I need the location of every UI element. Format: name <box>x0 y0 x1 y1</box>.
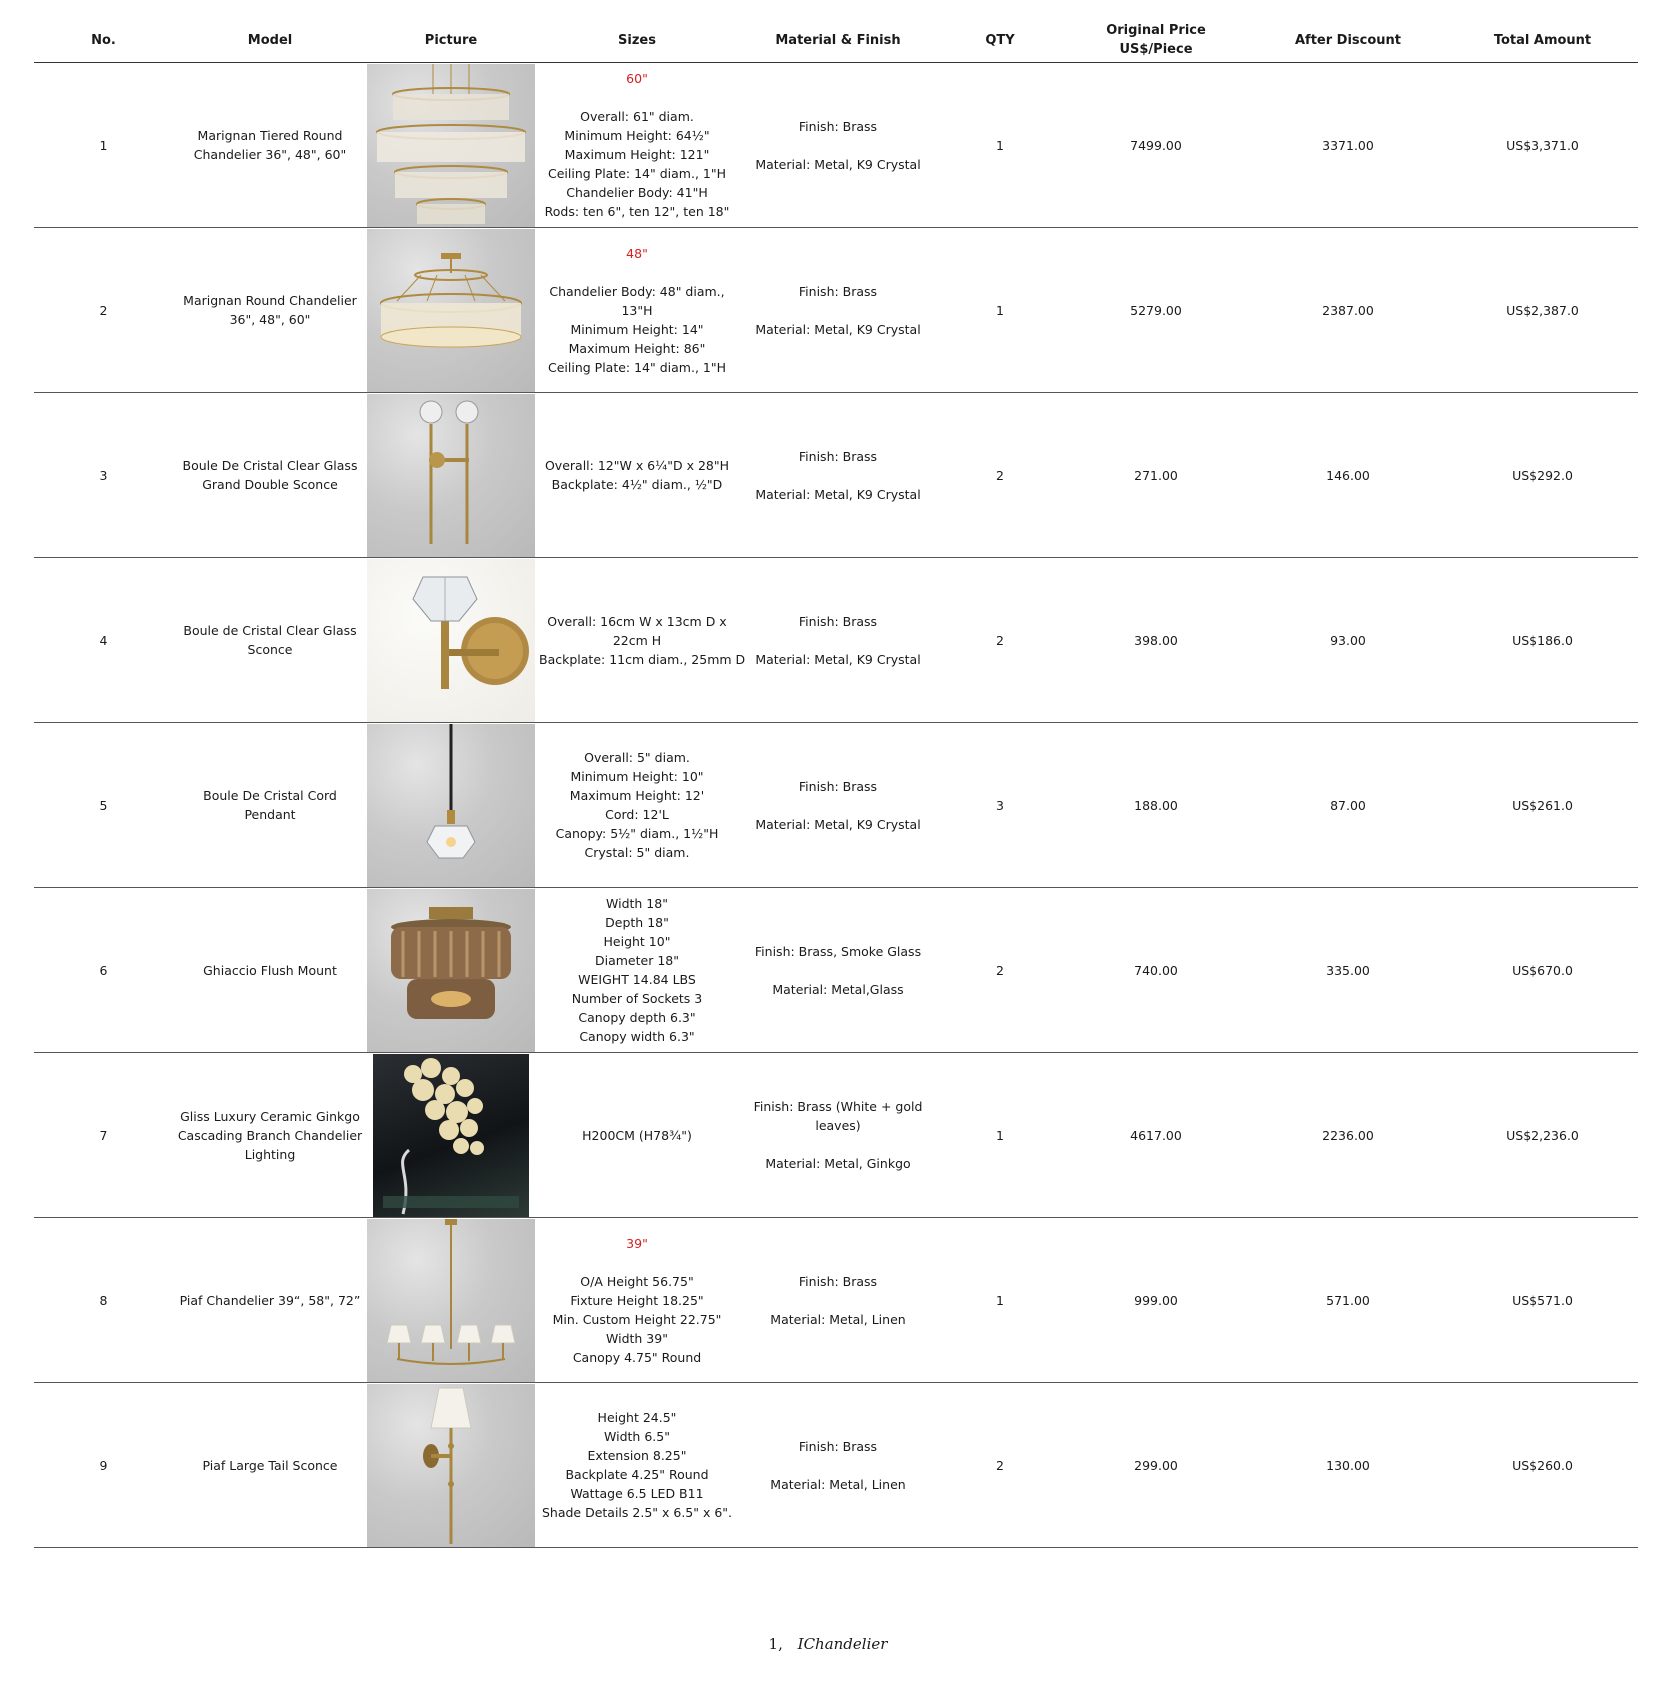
sizes-cell <box>535 228 739 393</box>
sizes-cell <box>535 723 739 888</box>
total-amount-cell: US$2,236.0 <box>1447 1053 1638 1218</box>
product-picture <box>367 1218 535 1383</box>
size-line: H200CM (H78¾") <box>582 1127 692 1143</box>
size-line: Canopy width 6.3" <box>579 1029 695 1044</box>
size-highlight: 48" <box>626 245 648 261</box>
original-price-cell: 188.00 <box>1063 723 1249 888</box>
cord-pendant-icon <box>367 724 535 887</box>
sizes-cell <box>535 558 746 723</box>
row-number: 4 <box>34 558 173 723</box>
size-line: Backplate: 4½" diam., ½"D <box>551 477 723 492</box>
finish-text: Finish: Brass, Smoke Glass <box>754 943 922 959</box>
double-sconce-icon <box>367 394 535 557</box>
model-name: Marignan Tiered Round Chandelier 36", 48", 60" <box>173 63 367 228</box>
model-name: Piaf Chandelier 39“, 58", 72” <box>173 1218 367 1383</box>
table-row <box>34 888 1638 1053</box>
size-line: Maximum Height: 121" <box>564 147 710 162</box>
table-row <box>34 1218 1638 1383</box>
original-price-cell: 7499.00 <box>1063 63 1249 228</box>
header-picture: Picture <box>367 18 535 63</box>
table-row <box>34 1383 1638 1548</box>
table-row <box>34 723 1638 888</box>
qty-cell: 1 <box>937 63 1063 228</box>
size-line: Crystal: 5" diam. <box>584 845 690 860</box>
size-line: Width 6.5" <box>604 1429 670 1444</box>
size-line: Chandelier Body: 41"H <box>566 185 708 200</box>
material-cell <box>739 63 937 228</box>
material-cell <box>739 393 937 558</box>
size-line: Backplate 4.25" Round <box>565 1467 709 1482</box>
material-text: Material: Metal, Ginkgo <box>765 1156 911 1171</box>
finish-text: Finish: Brass <box>798 613 878 629</box>
material-cell <box>739 228 937 393</box>
size-line: 22cm H <box>612 632 662 648</box>
original-price-cell: 4617.00 <box>1063 1053 1249 1218</box>
model-name: Piaf Large Tail Sconce <box>173 1383 367 1548</box>
row-number: 7 <box>34 1053 173 1218</box>
after-discount-cell: 2387.00 <box>1249 228 1447 393</box>
size-line: Minimum Height: 14" <box>570 321 704 337</box>
original-price-cell: 398.00 <box>1063 558 1249 723</box>
header-model: Model <box>173 18 367 63</box>
footer-title: IChandelier <box>797 1635 888 1653</box>
sizes-cell <box>535 888 739 1053</box>
sizes-cell <box>535 1383 739 1548</box>
size-line: Depth 18" <box>605 915 669 930</box>
footer-number: 1, <box>768 1635 783 1653</box>
total-amount-cell: US$670.0 <box>1447 888 1638 1053</box>
size-line: Min. Custom Height 22.75" <box>552 1311 722 1327</box>
table-row <box>34 393 1638 558</box>
after-discount-cell: 335.00 <box>1249 888 1447 1053</box>
after-discount-cell: 146.00 <box>1249 393 1447 558</box>
size-line: Chandelier Body: 48" diam., <box>549 283 725 299</box>
size-line: Maximum Height: 12' <box>569 788 705 803</box>
size-line: Minimum Height: 64½" <box>564 128 710 143</box>
after-discount-cell: 87.00 <box>1249 723 1447 888</box>
header-row <box>34 18 1638 63</box>
size-highlight: 39" <box>626 1235 648 1251</box>
size-line: Cord: 12'L <box>605 807 669 822</box>
tiered-crystal-chandelier-icon <box>367 64 535 227</box>
after-discount-cell: 571.00 <box>1249 1218 1447 1383</box>
smoke-glass-flush-mount-icon <box>367 889 535 1052</box>
original-price-cell: 271.00 <box>1063 393 1249 558</box>
size-line: Canopy 4.75" Round <box>572 1349 702 1365</box>
original-price-cell: 5279.00 <box>1063 228 1249 393</box>
round-crystal-chandelier-icon <box>367 229 535 392</box>
sizes-cell <box>535 393 739 558</box>
sizes-cell <box>535 1218 739 1383</box>
finish-text: Finish: Brass <box>798 1273 878 1289</box>
row-number: 3 <box>34 393 173 558</box>
material-text: Material: Metal, K9 Crystal <box>755 486 921 502</box>
material-cell <box>739 1383 937 1548</box>
size-line: Ceiling Plate: 14" diam., 1"H <box>547 359 726 375</box>
row-number: 2 <box>34 228 173 393</box>
total-amount-cell: US$571.0 <box>1447 1218 1638 1383</box>
size-line: Wattage 6.5 LED B11 <box>570 1486 704 1501</box>
material-text: Material: Metal,Glass <box>772 981 904 997</box>
page-footer <box>0 1635 1656 1653</box>
material-cell <box>739 558 937 723</box>
size-line: Diameter 18" <box>595 953 679 968</box>
size-line: Overall: 61" diam. <box>580 109 694 124</box>
total-amount-cell: US$261.0 <box>1447 723 1638 888</box>
header-total: Total Amount <box>1447 18 1638 63</box>
table-row <box>34 228 1638 393</box>
finish-text: Finish: Brass <box>798 778 878 794</box>
size-line: Canopy: 5½" diam., 1½"H <box>555 826 719 841</box>
size-line: WEIGHT 14.84 LBS <box>578 972 696 987</box>
qty-cell: 1 <box>937 228 1063 393</box>
model-name: Ghiaccio Flush Mount <box>173 888 367 1053</box>
size-line: Minimum Height: 10" <box>570 769 704 784</box>
material-text: Material: Metal, Linen <box>770 1311 906 1327</box>
model-name: Boule de Cristal Clear Glass Sconce <box>173 558 367 723</box>
original-price-cell: 740.00 <box>1063 888 1249 1053</box>
after-discount-cell: 130.00 <box>1249 1383 1447 1548</box>
model-name: Marignan Round Chandelier 36", 48", 60" <box>173 228 367 393</box>
total-amount-cell: US$186.0 <box>1447 558 1638 723</box>
crystal-sconce-icon <box>367 559 535 722</box>
total-amount-cell: US$3,371.0 <box>1447 63 1638 228</box>
after-discount-cell: 93.00 <box>1249 558 1447 723</box>
finish-text: Finish: Brass <box>798 448 878 464</box>
qty-cell: 2 <box>937 558 1063 723</box>
header-original-price <box>1063 18 1249 63</box>
header-no: No. <box>34 18 173 63</box>
size-line: Overall: 16cm W x 13cm D x <box>547 613 727 629</box>
after-discount-cell: 3371.00 <box>1249 63 1447 228</box>
total-amount-cell: US$260.0 <box>1447 1383 1638 1548</box>
after-discount-cell: 2236.00 <box>1249 1053 1447 1218</box>
material-text: Material: Metal, K9 Crystal <box>755 156 921 172</box>
header-after-discount: After Discount <box>1249 18 1447 63</box>
finish-text: Finish: Brass (White + gold leaves) <box>753 1099 923 1133</box>
header-original-price-line2: US$/Piece <box>1119 42 1193 57</box>
product-picture <box>367 888 535 1053</box>
finish-text: Finish: Brass <box>798 118 878 134</box>
size-line: Overall: 12"W x 6¼"D x 28"H <box>544 458 730 473</box>
size-line: Extension 8.25" <box>587 1448 687 1463</box>
quotation-sheet <box>34 18 1638 1548</box>
size-line: 13"H <box>621 302 653 318</box>
table-row <box>34 1053 1638 1218</box>
material-text: Material: Metal, K9 Crystal <box>755 321 921 337</box>
total-amount-cell: US$292.0 <box>1447 393 1638 558</box>
material-cell <box>739 1053 937 1218</box>
finish-text: Finish: Brass <box>798 1438 878 1454</box>
finish-text: Finish: Brass <box>798 283 878 299</box>
header-original-price-line1: Original Price <box>1106 23 1206 38</box>
product-picture <box>367 228 535 393</box>
row-number: 5 <box>34 723 173 888</box>
qty-cell: 3 <box>937 723 1063 888</box>
size-line: Width 39" <box>606 1330 668 1346</box>
model-name: Boule De Cristal Clear Glass Grand Double Sconce <box>173 393 367 558</box>
product-picture <box>367 393 535 558</box>
header-sizes: Sizes <box>535 18 739 63</box>
size-line: Height 10" <box>603 934 671 949</box>
piaf-chandelier-icon <box>367 1219 535 1382</box>
size-line: Canopy depth 6.3" <box>578 1010 696 1025</box>
size-line: Number of Sockets 3 <box>571 991 703 1006</box>
size-line: Width 18" <box>606 896 668 911</box>
model-name: Gliss Luxury Ceramic Ginkgo Cascading Branch Chandelier Lighting <box>173 1053 367 1218</box>
size-line: Rods: ten 6", ten 12", ten 18" <box>544 204 730 219</box>
qty-cell: 2 <box>937 888 1063 1053</box>
material-text: Material: Metal, K9 Crystal <box>755 651 921 667</box>
qty-cell: 1 <box>937 1218 1063 1383</box>
size-line: Maximum Height: 86" <box>568 340 706 356</box>
product-picture <box>367 558 535 723</box>
size-line: Shade Details 2.5" x 6.5" x 6". <box>541 1505 733 1520</box>
row-number: 6 <box>34 888 173 1053</box>
qty-cell: 1 <box>937 1053 1063 1218</box>
size-line: Ceiling Plate: 14" diam., 1"H <box>547 166 726 181</box>
product-picture <box>367 723 535 888</box>
qty-cell: 2 <box>937 1383 1063 1548</box>
product-picture <box>367 63 535 228</box>
product-picture <box>367 1383 535 1548</box>
product-table <box>34 18 1638 1548</box>
table-row <box>34 63 1638 228</box>
material-cell <box>739 1218 937 1383</box>
size-highlight: 60" <box>626 71 648 86</box>
tail-sconce-icon <box>367 1384 535 1547</box>
material-cell <box>739 888 937 1053</box>
header-qty: QTY <box>937 18 1063 63</box>
material-text: Material: Metal, K9 Crystal <box>755 816 921 832</box>
total-amount-cell: US$2,387.0 <box>1447 228 1638 393</box>
material-text: Material: Metal, Linen <box>770 1476 906 1492</box>
ginkgo-branch-chandelier-icon <box>367 1054 535 1217</box>
header-material: Material & Finish <box>739 18 937 63</box>
size-line: Overall: 5" diam. <box>584 750 690 765</box>
size-line: Fixture Height 18.25" <box>570 1292 704 1308</box>
original-price-cell: 999.00 <box>1063 1218 1249 1383</box>
qty-cell: 2 <box>937 393 1063 558</box>
row-number: 9 <box>34 1383 173 1548</box>
table-row <box>34 558 1638 723</box>
product-picture <box>367 1053 535 1218</box>
size-line: Height 24.5" <box>597 1410 677 1425</box>
original-price-cell: 299.00 <box>1063 1383 1249 1548</box>
row-number: 8 <box>34 1218 173 1383</box>
size-line: O/A Height 56.75" <box>580 1273 694 1289</box>
sizes-cell <box>535 1053 739 1218</box>
material-cell <box>739 723 937 888</box>
model-name: Boule De Cristal Cord Pendant <box>173 723 367 888</box>
size-line: Backplate: 11cm diam., 25mm D <box>539 651 746 667</box>
row-number: 1 <box>34 63 173 228</box>
sizes-cell <box>535 63 739 228</box>
